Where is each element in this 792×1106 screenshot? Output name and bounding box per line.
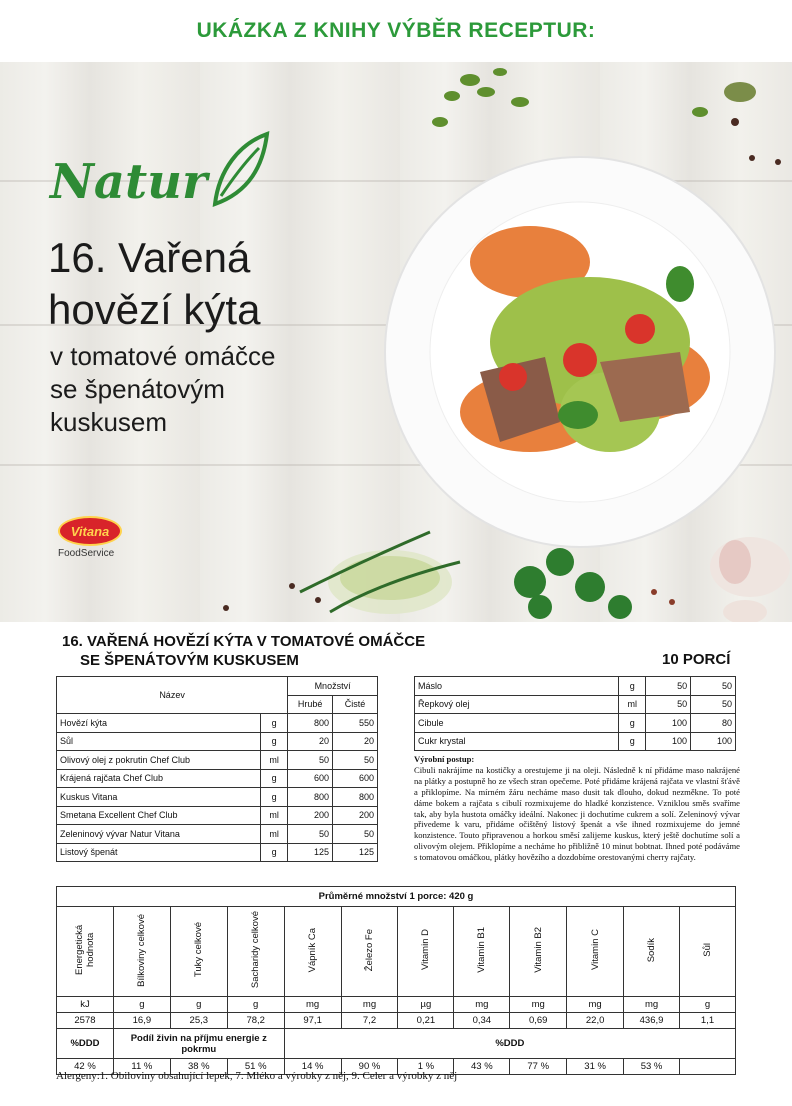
col-header-amount: Množství [288, 677, 378, 696]
ingredient-row [57, 825, 378, 844]
nutrient-ddd: 42 % [57, 1059, 114, 1075]
vitana-foodservice-text: FoodService [58, 548, 115, 559]
nutrient-header [680, 907, 736, 997]
ingredient-name: Cukr krystal [415, 732, 619, 751]
ingredient-gross: 200 [288, 806, 333, 825]
nutrient-value: 22,0 [567, 1013, 624, 1029]
ingredient-row [57, 714, 378, 733]
col-header-gross: Hrubé [288, 695, 333, 714]
nutrient-header [510, 907, 567, 997]
nutrient-header-text: Vitamin D [420, 929, 432, 971]
ingredient-gross: 50 [646, 677, 691, 696]
procedure-text: Cibuli nakrájíme na kostičky a orestujeme ji na oleji. Následně k ní přidáme maso nakrájené na plátky a postupně ho ze všech stran opečeme. Poté přidáme krájená rajčata ve vlastní šťávě a přiklopíme. Na mírném žáru necháme maso dusit tak dlouho, dokud nezměkne. To poté dáme bokem a rajčata s cibulí rozmixujeme do hladké konzistence. Vzniklou směs svaříme tak, aby byla hustota omáčky ideální. Nakonec ji dochutíme cukrem a solí. Zeleninový vývar přivedeme k varu, přidáme očištěný listový špenát a vše ihned rozmixujeme do jemné konzistence. Touto připravenou a horkou směsí zalijeme kuskus, který ještě dochutíme solí a olivovým olejem. Přiklopíme a necháme ho přibližně 10 minut bobtnat. Ihned poté podáváme s tomatovou omáčkou, plátky hovězího a dozdobíme orestovanými cherry rajčaty. [414, 764, 740, 863]
ingredient-net: 50 [691, 695, 736, 714]
nutrient-value: 0,34 [454, 1013, 510, 1029]
ingredient-net: 50 [691, 677, 736, 696]
ingredient-row [57, 769, 378, 788]
procedure [414, 754, 740, 863]
nutrient-unit: mg [341, 997, 398, 1013]
nutrient-header [624, 907, 680, 997]
nutrient-header-text: Sacharidy celkové [250, 911, 262, 989]
ingredient-name: Smetana Excellent Chef Club [57, 806, 261, 825]
nutrient-unit: mg [624, 997, 680, 1013]
col-header-net: Čisté [333, 695, 378, 714]
nutrient-header-text: Vitamin C [589, 929, 601, 971]
nutrient-header [567, 907, 624, 997]
banner-title: UKÁZKA Z KNIHY VÝBĚR RECEPTUR: [196, 19, 596, 42]
leaf-icon [209, 130, 273, 210]
nutrient-header-text: Železo Fe [364, 928, 375, 972]
ingredient-name: Cibule [415, 714, 619, 733]
ingredient-gross: 50 [288, 825, 333, 844]
ingredient-unit: g [261, 732, 288, 751]
procedure-heading: Výrobní postup: [414, 754, 475, 764]
hero-subtitle-line-2: se špenátovým [50, 374, 225, 404]
ingredient-row [415, 677, 736, 696]
nutrient-unit: mg [510, 997, 567, 1013]
nutrient-ddd: 11 % [113, 1059, 170, 1075]
nutrient-value: 7,2 [341, 1013, 398, 1029]
nutrient-value: 0,21 [398, 1013, 454, 1029]
ingredient-unit: ml [261, 751, 288, 770]
recipe-title-line-1: 16. VAŘENÁ HOVĚZÍ KÝTA V TOMATOVÉ OMÁČCE [62, 633, 426, 650]
ingredient-net: 600 [333, 769, 378, 788]
ingredient-net: 100 [691, 732, 736, 751]
ingredient-name: Hovězí kýta [57, 714, 261, 733]
hero-subtitle-line-3: kuskusem [50, 407, 168, 437]
ingredient-row [57, 843, 378, 862]
hero-title [48, 232, 260, 336]
hero-subtitle-line-1: v tomatové omáčce [50, 341, 276, 371]
ingredient-row [57, 751, 378, 770]
ingredients-table [56, 676, 378, 862]
nutrient-ddd [680, 1059, 736, 1075]
nutrient-header [113, 907, 170, 997]
ingredient-unit: g [261, 843, 288, 862]
ingredient-unit: ml [261, 825, 288, 844]
ingredient-gross: 100 [646, 732, 691, 751]
plate-illustration [380, 122, 790, 562]
hero-title-line-1: 16. Vařená [48, 234, 251, 281]
nutrient-unit: g [227, 997, 284, 1013]
hero-subtitle [50, 340, 275, 439]
ingredient-unit: g [619, 732, 646, 751]
ingredient-net: 800 [333, 788, 378, 807]
ingredient-name: Sůl [57, 732, 261, 751]
nutrient-header [454, 907, 510, 997]
nutrient-unit: g [113, 997, 170, 1013]
ingredient-name: Olivový olej z pokrutin Chef Club [57, 751, 261, 770]
ingredient-unit: ml [619, 695, 646, 714]
nutrient-header [284, 907, 341, 997]
nutrient-header [170, 907, 227, 997]
nutrient-value: 97,1 [284, 1013, 341, 1029]
ingredient-gross: 50 [288, 751, 333, 770]
nutrition-table [56, 886, 736, 1075]
nutrient-ddd: 77 % [510, 1059, 567, 1075]
nutrient-value: 2578 [57, 1013, 114, 1029]
nutrient-ddd: 90 % [341, 1059, 398, 1075]
ingredient-net: 550 [333, 714, 378, 733]
nutrient-unit: kJ [57, 997, 114, 1013]
ingredient-gross: 800 [288, 714, 333, 733]
ingredient-gross: 100 [646, 714, 691, 733]
nutrient-value: 1,1 [680, 1013, 736, 1029]
nutrient-unit: µg [398, 997, 454, 1013]
ingredient-name: Zeleninový vývar Natur Vitana [57, 825, 261, 844]
nutrient-header-text: Sodík [646, 937, 658, 963]
nutrient-header [227, 907, 284, 997]
nutrient-value: 436,9 [624, 1013, 680, 1029]
nutrient-unit: mg [284, 997, 341, 1013]
nutrient-value: 0,69 [510, 1013, 567, 1029]
ingredient-name: Máslo [415, 677, 619, 696]
nutrient-header [341, 907, 398, 997]
ingredient-gross: 20 [288, 732, 333, 751]
ingredient-name: Řepkový olej [415, 695, 619, 714]
allergens-note: Alergeny:1. Obiloviny obsahující lepek, 7. Mléko a výrobky z něj, 9. Celer a výrobky z něj [56, 1070, 458, 1082]
ingredient-net: 50 [333, 751, 378, 770]
ingredient-gross: 600 [288, 769, 333, 788]
nutrient-ddd: 51 % [227, 1059, 284, 1075]
ingredient-gross: 125 [288, 843, 333, 862]
ingredient-row [415, 695, 736, 714]
ingredients-table-right [414, 676, 736, 751]
ingredient-gross: 800 [288, 788, 333, 807]
ingredient-unit: g [261, 788, 288, 807]
nutrient-ddd: 53 % [624, 1059, 680, 1075]
nutrient-header-text: Vápník Ca [307, 927, 319, 973]
nutrient-unit: mg [567, 997, 624, 1013]
nutrient-ddd: 43 % [454, 1059, 510, 1075]
ingredient-net: 50 [333, 825, 378, 844]
nutrient-unit: mg [454, 997, 510, 1013]
nutrition-caption: Průměrné množství 1 porce: 420 g [57, 887, 736, 907]
header-banner [0, 0, 792, 62]
nutrient-value: 25,3 [170, 1013, 227, 1029]
nutrient-header-text: Vitamin B1 [476, 927, 488, 973]
nutrient-header-text: Bílkoviny celkové [136, 913, 148, 987]
nutrient-header-text: Vitamin B2 [532, 927, 544, 973]
nutrient-unit: g [680, 997, 736, 1013]
nutrient-value: 78,2 [227, 1013, 284, 1029]
nutrient-unit: g [170, 997, 227, 1013]
ingredient-row [57, 806, 378, 825]
ingredient-row [57, 732, 378, 751]
ddd-label: %DDD [57, 1029, 114, 1059]
portions-label: 10 PORCÍ [662, 651, 731, 668]
ingredient-net: 125 [333, 843, 378, 862]
nutrient-value: 16,9 [113, 1013, 170, 1029]
ingredient-row [415, 732, 736, 751]
ingredient-net: 80 [691, 714, 736, 733]
ingredient-unit: g [261, 769, 288, 788]
ingredient-row [415, 714, 736, 733]
vitana-badge: Vitana [58, 516, 122, 546]
vitana-logo [58, 516, 122, 559]
ingredient-gross: 50 [646, 695, 691, 714]
ingredient-unit: ml [261, 806, 288, 825]
nutrient-ddd: 1 % [398, 1059, 454, 1075]
nutrient-ddd: 38 % [170, 1059, 227, 1075]
nutrient-ddd: 31 % [567, 1059, 624, 1075]
ddd-label-2: %DDD [284, 1029, 735, 1059]
recipe-title-line-2: SE ŠPENÁTOVÝM KUSKUSEM [80, 652, 299, 669]
nutrient-header-text: Energetická hodnota [73, 924, 96, 976]
hero-title-line-2: hovězí kýta [48, 286, 261, 333]
ingredient-unit: g [619, 714, 646, 733]
ingredient-unit: g [619, 677, 646, 696]
energy-share-label: Podíl živin na příjmu energie z pokrmu [113, 1029, 284, 1059]
natur-brand-text: Natur [50, 154, 208, 210]
col-header-name: Název [57, 677, 288, 714]
natur-logo [50, 130, 273, 210]
nutrient-header-text: Tuky celkové [193, 922, 205, 978]
ingredient-net: 200 [333, 806, 378, 825]
recipe-title [62, 632, 425, 670]
ingredient-unit: g [261, 714, 288, 733]
nutrient-ddd: 14 % [284, 1059, 341, 1075]
hero-photo [0, 62, 792, 622]
ingredient-name: Kuskus Vitana [57, 788, 261, 807]
ingredient-name: Krájená rajčata Chef Club [57, 769, 261, 788]
ingredient-net: 20 [333, 732, 378, 751]
ingredient-row [57, 788, 378, 807]
nutrient-header [398, 907, 454, 997]
nutrient-header [57, 907, 114, 997]
ingredient-name: Listový špenát [57, 843, 261, 862]
nutrient-header-text: Sůl [702, 943, 713, 957]
